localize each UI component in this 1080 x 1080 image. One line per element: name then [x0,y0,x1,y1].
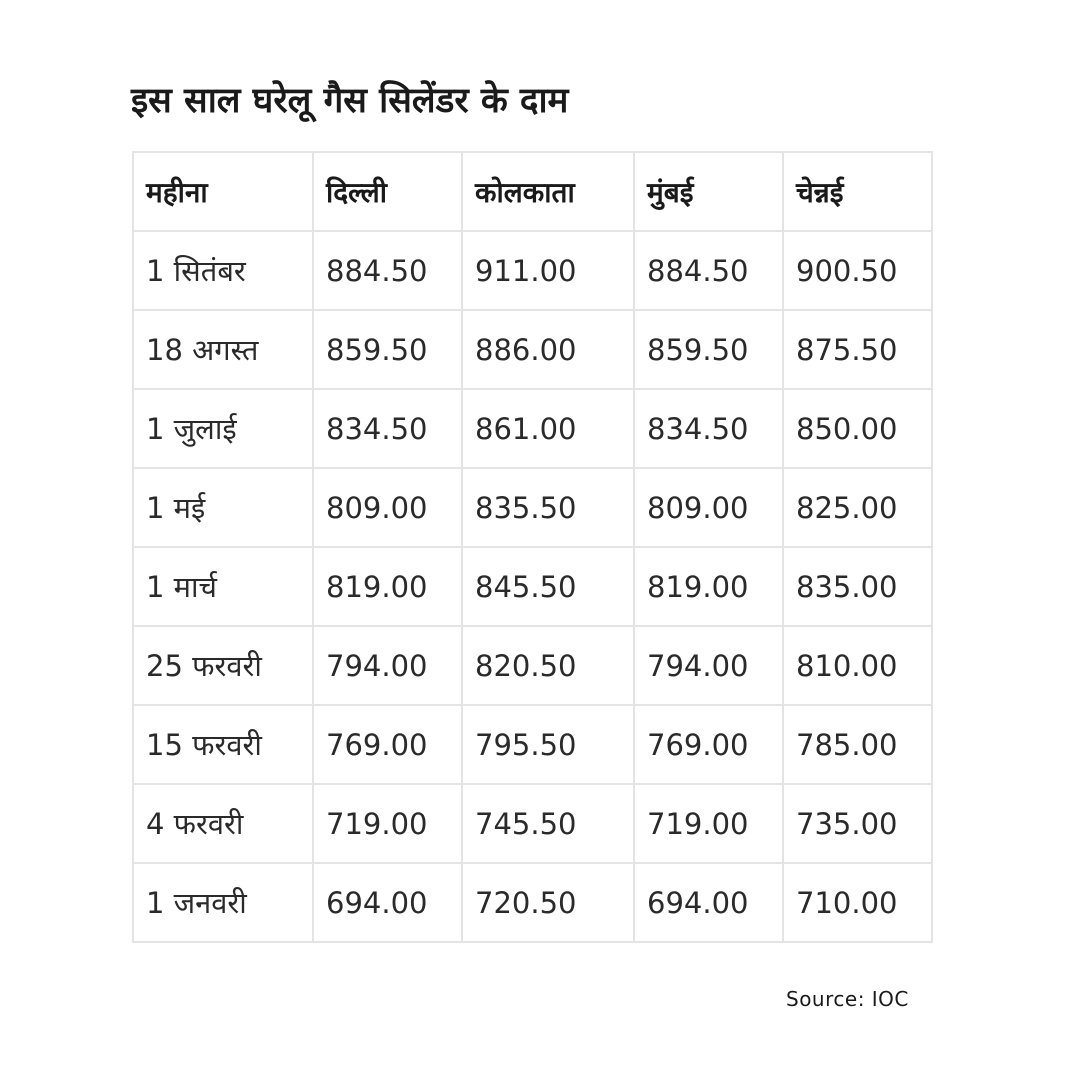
cell-kolkata: 795.50 [462,705,634,784]
cell-chennai: 810.00 [783,626,932,705]
cell-delhi: 859.50 [313,310,462,389]
cell-month: 1 सितंबर [133,231,313,310]
cell-delhi: 794.00 [313,626,462,705]
cell-month: 1 मई [133,468,313,547]
table-row [133,389,932,468]
cell-delhi: 769.00 [313,705,462,784]
source-note: Source: IOC [786,987,909,1011]
header-chennai: चेन्नई [783,152,932,231]
cell-delhi: 719.00 [313,784,462,863]
page-title: इस साल घरेलू गैस सिलेंडर के दाम [131,81,569,121]
cell-mumbai: 794.00 [634,626,783,705]
cell-chennai: 835.00 [783,547,932,626]
cell-chennai: 785.00 [783,705,932,784]
cell-chennai: 850.00 [783,389,932,468]
table-row [133,705,932,784]
header-month: महीना [133,152,313,231]
cell-kolkata: 911.00 [462,231,634,310]
table-row [133,626,932,705]
cell-month: 18 अगस्त [133,310,313,389]
cell-kolkata: 886.00 [462,310,634,389]
cell-mumbai: 694.00 [634,863,783,942]
cell-kolkata: 835.50 [462,468,634,547]
cell-mumbai: 859.50 [634,310,783,389]
cell-chennai: 735.00 [783,784,932,863]
cell-kolkata: 720.50 [462,863,634,942]
table-row [133,231,932,310]
price-table [132,151,933,943]
cell-mumbai: 884.50 [634,231,783,310]
cell-month: 1 मार्च [133,547,313,626]
cell-delhi: 819.00 [313,547,462,626]
cell-mumbai: 719.00 [634,784,783,863]
cell-mumbai: 769.00 [634,705,783,784]
cell-delhi: 834.50 [313,389,462,468]
cell-month: 25 फरवरी [133,626,313,705]
cell-chennai: 710.00 [783,863,932,942]
cell-mumbai: 834.50 [634,389,783,468]
table-row [133,468,932,547]
cell-delhi: 694.00 [313,863,462,942]
header-kolkata: कोलकाता [462,152,634,231]
cell-kolkata: 820.50 [462,626,634,705]
table-row [133,784,932,863]
table-header-row [133,152,932,231]
cell-chennai: 875.50 [783,310,932,389]
cell-chennai: 900.50 [783,231,932,310]
header-delhi: दिल्ली [313,152,462,231]
cell-delhi: 809.00 [313,468,462,547]
cell-month: 4 फरवरी [133,784,313,863]
cell-month: 1 जुलाई [133,389,313,468]
cell-delhi: 884.50 [313,231,462,310]
table-row [133,547,932,626]
cell-month: 1 जनवरी [133,863,313,942]
table-row [133,310,932,389]
cell-mumbai: 809.00 [634,468,783,547]
cell-chennai: 825.00 [783,468,932,547]
table-row [133,863,932,942]
cell-mumbai: 819.00 [634,547,783,626]
cell-month: 15 फरवरी [133,705,313,784]
cell-kolkata: 861.00 [462,389,634,468]
cell-kolkata: 845.50 [462,547,634,626]
cell-kolkata: 745.50 [462,784,634,863]
header-mumbai: मुंबई [634,152,783,231]
